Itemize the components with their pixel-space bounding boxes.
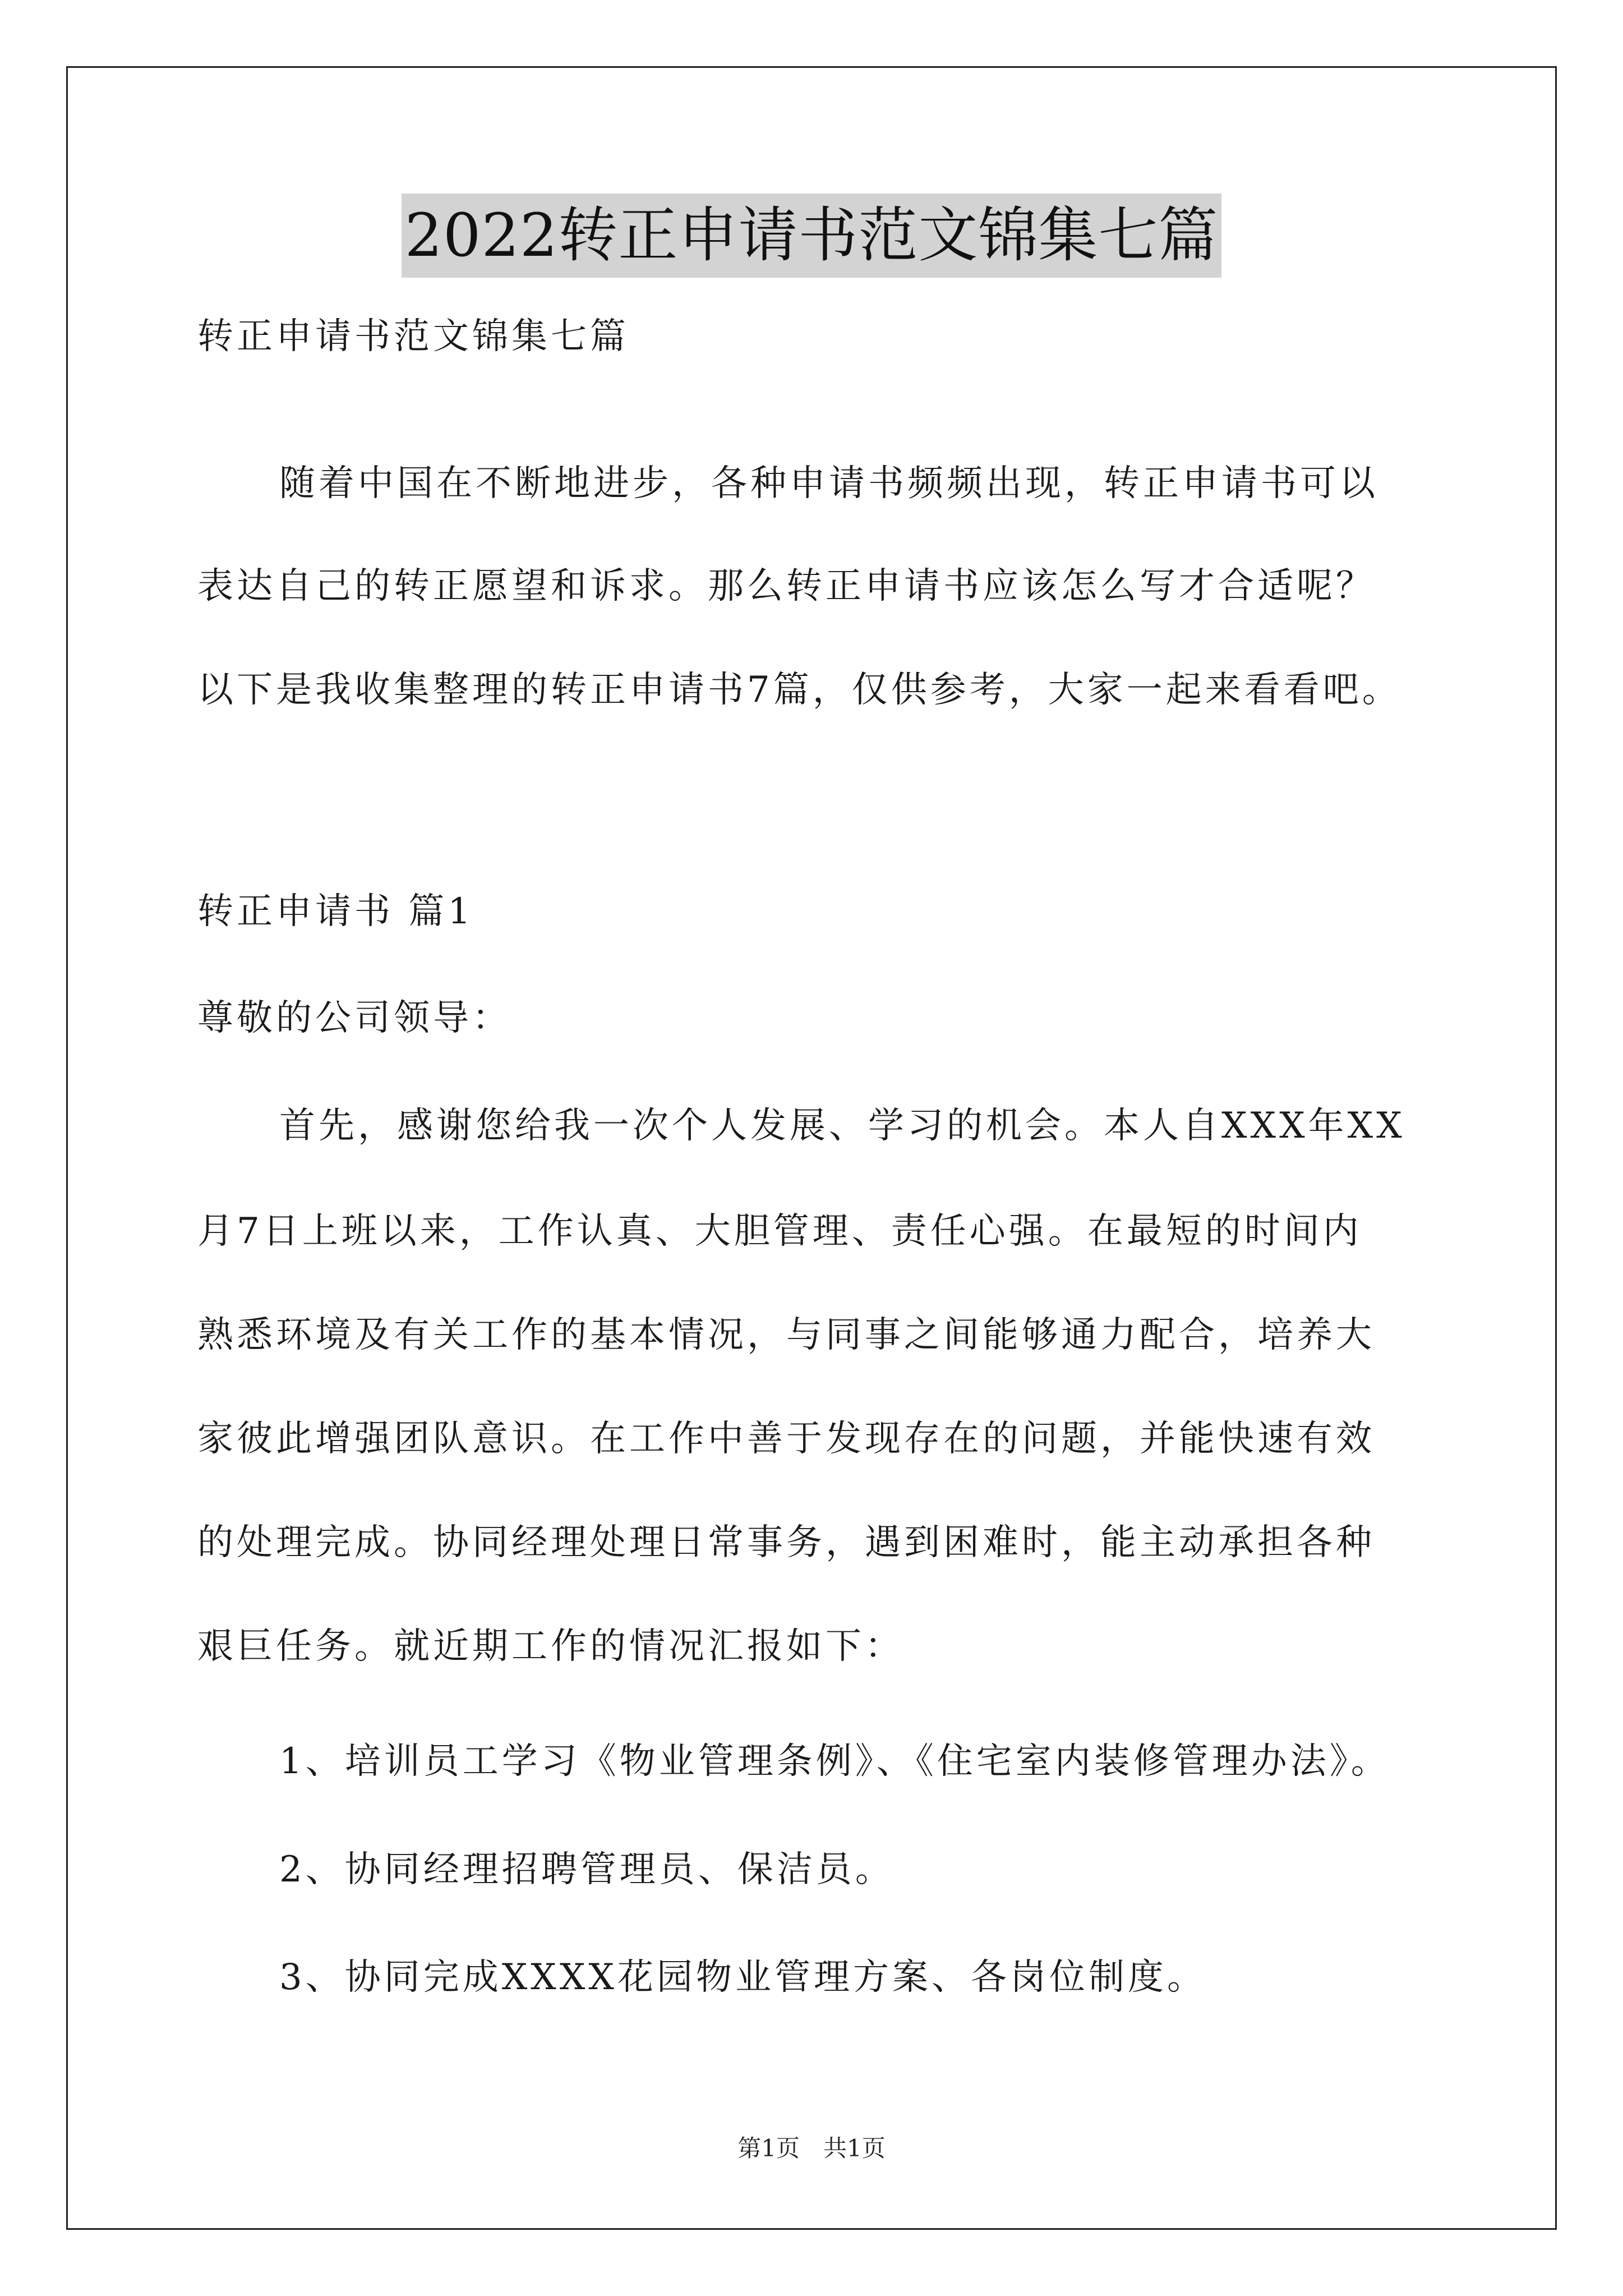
intro-line-2: 表达自己的转正愿望和诉求。那么转正申请书应该怎么写才合适呢？ <box>197 565 1375 607</box>
intro-line-3: 以下是我收集整理的转正申请书7篇，仅供参考，大家一起来看看吧。 <box>197 669 1401 711</box>
title-wrap <box>0 194 1623 278</box>
section-heading: 转正申请书 篇1 <box>197 891 474 932</box>
body-line-5: 的处理完成。协同经理处理日常事务，遇到困难时，能主动承担各种 <box>197 1522 1375 1563</box>
list-item-2: 2、协同经理招聘管理员、保洁员。 <box>279 1849 895 1890</box>
body-line-2: 月7日上班以来，工作认真、大胆管理、责任心强。在最短的时间内 <box>197 1211 1362 1252</box>
body-line-4: 家彼此增强团队意识。在工作中善于发现存在的问题，并能快速有效 <box>197 1418 1375 1460</box>
intro-line-1: 随着中国在不断地进步，各种申请书频频出现，转正申请书可以 <box>279 463 1378 504</box>
body-line-3: 熟悉环境及有关工作的基本情况，与同事之间能够通力配合，培养大 <box>197 1314 1375 1356</box>
list-item-3: 3、协同完成XXXX花园物业管理方案、各岗位制度。 <box>279 1957 1206 1998</box>
page-footer: 第1页 共1页 <box>737 2134 886 2162</box>
list-item-1: 1、培训员工学习《物业管理条例》、《住宅室内装修管理办法》。 <box>279 1741 1390 1782</box>
body-line-6: 艰巨任务。就近期工作的情况汇报如下： <box>197 1626 904 1667</box>
document-title: 2022转正申请书范文锦集七篇 <box>402 194 1222 278</box>
document-subtitle: 转正申请书范文锦集七篇 <box>197 316 629 357</box>
salutation: 尊敬的公司领导： <box>197 997 511 1039</box>
body-line-1: 首先，感谢您给我一次个人发展、学习的机会。本人自XXX年XX <box>279 1105 1405 1147</box>
